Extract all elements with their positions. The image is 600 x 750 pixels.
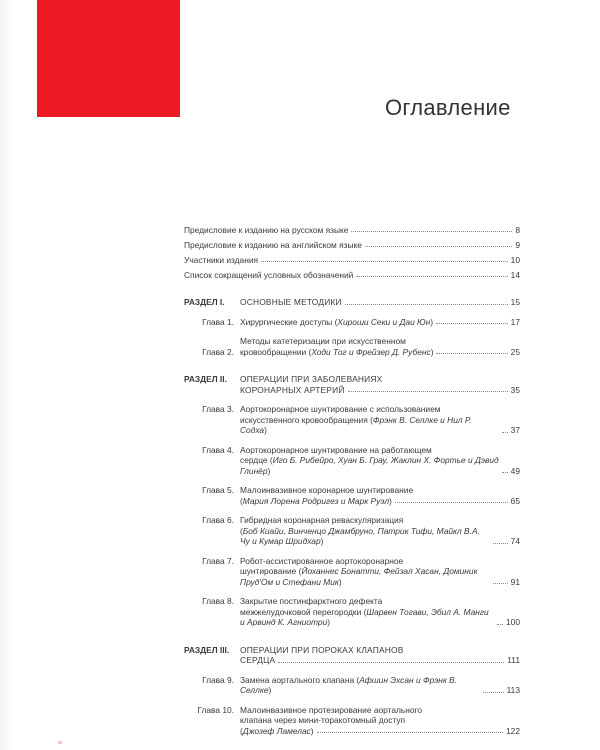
page-number: 14 (510, 269, 520, 280)
dot-leader (278, 662, 504, 663)
chapter-label: Глава 7. (202, 555, 234, 566)
chapter-label: Глава 6. (202, 515, 234, 525)
chapter-title: Малоинвазивное коронарное шунтирование (240, 485, 414, 495)
dot-leader (356, 276, 507, 277)
page-number: 100 (506, 617, 520, 627)
chapter-title-cont: сердце (240, 455, 268, 465)
chapter-title: Гибридная коронарная реваскуляризация (240, 515, 404, 525)
dot-leader (345, 304, 508, 305)
dot-leader (317, 732, 503, 733)
table-of-contents (184, 220, 520, 745)
chapter-authors: Йоханнес Бонатти, Фейзал Хасан, Доминик Пруд'Ом и Стефани Мик (240, 566, 478, 587)
toc-section-1[interactable] (184, 297, 520, 308)
toc-front-entry[interactable] (184, 220, 520, 235)
chapter-label: Глава 10. (197, 704, 234, 715)
dot-leader (493, 583, 508, 584)
page-number: 122 (506, 725, 520, 736)
section-title-cont: СЕРДЦА (240, 655, 276, 665)
chapter-label: Глава 9. (202, 674, 234, 685)
dot-leader (348, 391, 508, 392)
chapter-authors: Шарвен Тогави, Эбил А. Манги и Арвинд К. Агниотри (240, 606, 489, 627)
toc-section-3[interactable] (184, 645, 520, 666)
section-title-cont: КОРОНАРНЫХ АРТЕРИЙ (240, 384, 345, 395)
section-title: ОСНОВНЫЕ МЕТОДИКИ (240, 297, 342, 307)
toc-section-2[interactable] (184, 374, 520, 395)
section-label: РАЗДЕЛ I. (184, 297, 225, 307)
page-number: 111 (507, 655, 520, 665)
toc-chapter-6[interactable]: Глава 6. Гибридная коронарная реваскуляризация (Боб Киайи, Винченцо Джамбруно, Патрик Тифи, Майкл В.А. Чу и Кумар Шридхар) 74 (184, 515, 520, 547)
section-title: ОПЕРАЦИИ ПРИ ПОРОКАХ КЛАПАНОВ (240, 644, 404, 655)
chapter-authors: Афшин Эхсан и Фрэнк В. Селлке (240, 674, 458, 695)
chapter-title: Робот-ассистированное аортокоронарное (240, 555, 404, 566)
chapter-title-cont: кровообращении (240, 346, 307, 357)
dot-leader (261, 261, 508, 262)
chapter-label: Глава 1. (202, 316, 234, 327)
chapter-title-cont: искусственного кровообращения (240, 414, 368, 425)
chapter-label: Глава 2. (202, 346, 234, 357)
chapter-authors: Иго Б. Рибейро, Хуан Б. Грау, Жаклин Х. Фортье и Дэвид Глинёр (240, 455, 499, 476)
toc-chapter-4[interactable]: Глава 4. Аортокоронарное шунтирование на работающем сердце (Иго Б. Рибейро, Хуан Б. Грау, Жаклин Х. Фортье и Дэвид Глинёр) 49 (184, 445, 520, 477)
chapter-authors: Ходи Тог и Фрейзер Д. Рубенс (311, 346, 431, 357)
toc-chapter-8[interactable]: Глава 8. Закрытие постинфарктного дефекта межжелудочковой перегородки (Шарвен Тогави, Эбил А. Манги и Арвинд К. Агниотри) 100 (184, 596, 520, 628)
page-number: 65 (510, 495, 520, 506)
dot-leader (436, 353, 507, 354)
chapter-title: Аортокоронарное шунтирование с использованием (240, 404, 441, 414)
red-accent-block (37, 0, 180, 117)
dot-leader (497, 624, 503, 625)
toc-chapter-9[interactable]: Глава 9. Замена аортального клапана (Афшин Эхсан и Фрэнк В. Селлке) 113 (184, 675, 520, 696)
chapter-authors: Фрэнк В. Селлке и Нил Р. Содха (240, 414, 472, 435)
chapter-label: Глава 3. (202, 404, 234, 414)
toc-chapter-10[interactable]: Глава 10. Малоинвазивное протезирование аортального клапана через мини-торакотомный доступ (Джозеф Ламелас) 122 (184, 705, 520, 737)
toc-chapter-1[interactable]: Глава 1. Хирургические доступы (Хироши Секи и Даи Юн) 17 (184, 317, 520, 328)
chapter-authors: Джозеф Ламелас (242, 725, 311, 736)
section-label: РАЗДЕЛ III. (184, 644, 230, 655)
entry-label: Участники издания (184, 254, 259, 265)
chapter-title: Аортокоронарное шунтирование на работающем (240, 444, 432, 455)
entry-label: Предисловие к изданию на русском языке (184, 224, 349, 235)
toc-front-entry[interactable] (184, 235, 520, 250)
corner-mark (58, 741, 62, 744)
page-number: 8 (515, 224, 520, 235)
page-number: 49 (510, 465, 520, 476)
entry-label: Предисловие к изданию на английском языке (184, 239, 362, 250)
toc-chapter-2[interactable]: Глава 2. Методы катетеризации при искусственном кровообращении (Ходи Тог и Фрейзер Д. Рубенс) 25 (184, 336, 520, 357)
page-number: 15 (510, 297, 520, 307)
chapter-title-cont: шунтирование (240, 566, 297, 576)
page-number: 35 (510, 384, 520, 395)
chapter-authors: Хироши Секи и Даи Юн (337, 316, 431, 327)
page-number: 9 (515, 239, 520, 250)
chapter-title: Хирургические доступы (240, 316, 333, 327)
page-number: 113 (506, 685, 520, 695)
chapter-authors: Мария Лорена Родригез и Марк Руэл (242, 495, 390, 506)
dot-leader (351, 231, 512, 232)
page-number: 10 (510, 254, 520, 265)
toc-chapter-3[interactable]: Глава 3. Аортокоронарное шунтирование с использованием искусственного кровообращения (Фрэнк В. Селлке и Нил Р. Содха) 37 (184, 404, 520, 436)
dot-leader (483, 692, 504, 693)
section-title: ОПЕРАЦИИ ПРИ ЗАБОЛЕВАНИЯХ (240, 374, 383, 384)
dot-leader (395, 502, 508, 503)
chapter-title: Замена аортального клапана (240, 674, 355, 685)
dot-leader (502, 472, 508, 473)
page-number: 91 (510, 576, 520, 587)
chapter-title: Закрытие постинфарктного дефекта (240, 596, 383, 606)
section-label: РАЗДЕЛ II. (184, 374, 227, 384)
toc-front-entry[interactable] (184, 250, 520, 265)
chapter-label: Глава 8. (202, 596, 234, 606)
chapter-title-cont: клапана через мини-торакотомный доступ (240, 715, 406, 725)
toc-front-entry[interactable] (184, 265, 520, 280)
chapter-title-cont: межжелудочковой перегородки (240, 606, 362, 617)
entry-label: Список сокращений условных обозначений (184, 269, 354, 280)
dot-leader (436, 323, 508, 324)
chapter-title: Методы катетеризации при искусственном (240, 336, 406, 346)
page-number: 37 (510, 425, 520, 435)
page-edge-shadow (0, 0, 16, 750)
dot-leader (502, 432, 508, 433)
page-number: 17 (510, 316, 520, 327)
chapter-authors: Боб Киайи, Винченцо Джамбруно, Патрик Тифи, Майкл В.А. Чу и Кумар Шридхар (240, 525, 480, 546)
chapter-label: Глава 5. (202, 485, 234, 495)
chapter-label: Глава 4. (202, 444, 234, 455)
chapter-title: Малоинвазивное протезирование аортального (240, 704, 423, 715)
toc-chapter-5[interactable]: Глава 5. Малоинвазивное коронарное шунтирование (Мария Лорена Родригез и Марк Руэл) 65 (184, 485, 520, 506)
dot-leader (365, 246, 512, 247)
dot-leader (493, 543, 508, 544)
page-number: 25 (510, 346, 520, 357)
page-number: 74 (510, 536, 520, 546)
toc-chapter-7[interactable]: Глава 7. Робот-ассистированное аортокоронарное шунтирование (Йоханнес Бонатти, Фейзал Хасан, Доминик Пруд'Ом и Стефани Мик) 91 (184, 556, 520, 588)
page-title: Оглавление (385, 95, 511, 120)
